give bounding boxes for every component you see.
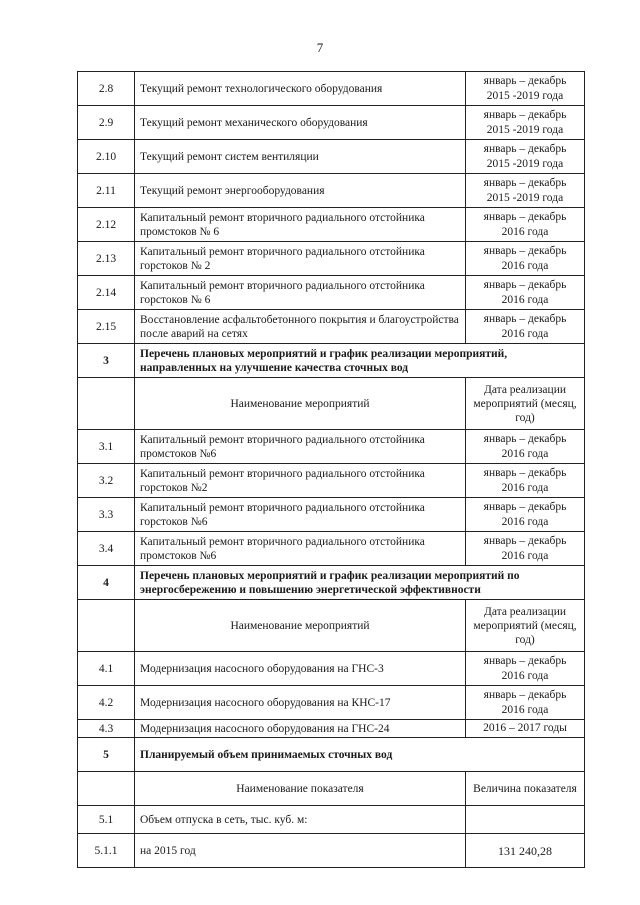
date-line: январь – декабрь — [483, 176, 567, 189]
date-line: 2016 года — [501, 447, 549, 460]
date-line: январь – декабрь — [483, 74, 567, 87]
table-row — [78, 276, 585, 310]
row-text: Текущий ремонт механического оборудования — [135, 106, 466, 140]
table-row — [78, 310, 585, 344]
table-row — [78, 806, 585, 834]
row-number: 2.12 — [78, 208, 135, 242]
section-header-row — [78, 344, 585, 378]
date-line: 2016 года — [501, 549, 549, 562]
section-number: 4 — [78, 566, 135, 600]
row-number: 4.1 — [78, 652, 135, 686]
value-cell: 131 240,28 — [466, 834, 585, 868]
column-header-row — [78, 772, 585, 806]
date-line: январь – декабрь — [483, 466, 567, 479]
column-header-date: Дата реализации мероприятий (месяц, год) — [466, 600, 585, 652]
date-line: 2016 – 2017 годы — [483, 722, 567, 734]
date-line: 2016 года — [501, 669, 549, 682]
table-row — [78, 140, 585, 174]
date-line: январь – декабрь — [483, 654, 567, 667]
row-number: 2.11 — [78, 174, 135, 208]
table-row — [78, 208, 585, 242]
row-number: 2.9 — [78, 106, 135, 140]
date-line: 2016 года — [501, 293, 549, 306]
date-line: январь – декабрь — [483, 688, 567, 701]
row-number: 2.15 — [78, 310, 135, 344]
date-cell — [466, 106, 585, 140]
column-header-row — [78, 600, 585, 652]
date-cell — [466, 498, 585, 532]
row-number: 4.2 — [78, 686, 135, 720]
row-number: 2.8 — [78, 72, 135, 106]
date-cell — [466, 464, 585, 498]
date-line: 2016 года — [501, 481, 549, 494]
row-text: Капитальный ремонт вторичного радиального отстойника горстоков № 6 — [135, 276, 466, 310]
date-line: 2016 года — [501, 225, 549, 238]
column-header-date: Дата реализации мероприятий (месяц, год) — [466, 378, 585, 430]
date-line: январь – декабрь — [483, 500, 567, 513]
page-number: 7 — [316, 40, 324, 55]
row-text: Модернизация насосного оборудования на ГНС-3 — [135, 652, 466, 686]
column-header-name: Наименование мероприятий — [135, 378, 466, 430]
table-row — [78, 834, 585, 868]
table-row — [78, 174, 585, 208]
date-cell — [466, 310, 585, 344]
row-number: 3.3 — [78, 498, 135, 532]
row-number: 5.1.1 — [78, 834, 135, 868]
date-line: январь – декабрь — [483, 108, 567, 121]
row-text: Капитальный ремонт вторичного радиального отстойника горстоков № 2 — [135, 242, 466, 276]
date-line: январь – декабрь — [483, 244, 567, 257]
row-text: Капитальный ремонт вторичного радиального отстойника промстоков №6 — [135, 532, 466, 566]
date-line: 2016 года — [501, 327, 549, 340]
row-text: Капитальный ремонт вторичного радиального отстойника горстоков №2 — [135, 464, 466, 498]
date-line: январь – декабрь — [483, 534, 567, 547]
date-line: 2015 -2019 года — [486, 89, 564, 102]
date-line: январь – декабрь — [483, 210, 567, 223]
date-cell — [466, 276, 585, 310]
row-number: 3.1 — [78, 430, 135, 464]
row-text: Модернизация насосного оборудования на КНС-17 — [135, 686, 466, 720]
row-number: 2.10 — [78, 140, 135, 174]
date-line: январь – декабрь — [483, 432, 567, 445]
row-text: Модернизация насосного оборудования на ГНС-24 — [135, 720, 466, 738]
row-text: на 2015 год — [135, 834, 466, 868]
row-number: 4.3 — [78, 720, 135, 738]
column-header-row — [78, 378, 585, 430]
table-row — [78, 652, 585, 686]
section-number: 3 — [78, 344, 135, 378]
table-row — [78, 106, 585, 140]
table-row — [78, 532, 585, 566]
row-text: Текущий ремонт систем вентиляции — [135, 140, 466, 174]
date-line: 2015 -2019 года — [486, 191, 564, 204]
empty-cell — [78, 772, 135, 806]
section-title: Перечень плановых мероприятий и график реализации мероприятий по энергосбережению и повышению энергетической эффективности — [135, 566, 585, 600]
table-row — [78, 720, 585, 738]
row-text: Восстановление асфальтобетонного покрытия и благоустройства после аварий на сетях — [135, 310, 466, 344]
row-text: Капитальный ремонт вторичного радиального отстойника промстоков №6 — [135, 430, 466, 464]
date-line: 2015 -2019 года — [486, 123, 564, 136]
table-row — [78, 686, 585, 720]
row-text: Капитальный ремонт вторичного радиального отстойника промстоков № 6 — [135, 208, 466, 242]
date-line: 2016 года — [501, 515, 549, 528]
date-line: январь – декабрь — [483, 312, 567, 325]
date-cell — [466, 430, 585, 464]
empty-cell — [78, 378, 135, 430]
measures-table — [77, 71, 585, 868]
date-cell — [466, 242, 585, 276]
row-number: 2.14 — [78, 276, 135, 310]
section-number: 5 — [78, 738, 135, 772]
value-cell — [466, 806, 585, 834]
table-row — [78, 430, 585, 464]
row-number: 3.2 — [78, 464, 135, 498]
empty-cell — [78, 600, 135, 652]
date-line: 2016 года — [501, 259, 549, 272]
column-header-name: Наименование мероприятий — [135, 600, 466, 652]
row-number: 5.1 — [78, 806, 135, 834]
row-text: Текущий ремонт энергооборудования — [135, 174, 466, 208]
date-cell — [466, 72, 585, 106]
date-line: январь – декабрь — [483, 278, 567, 291]
row-text: Объем отпуска в сеть, тыс. куб. м: — [135, 806, 466, 834]
date-line: 2015 -2019 года — [486, 157, 564, 170]
section-header-row — [78, 738, 585, 772]
row-number: 3.4 — [78, 532, 135, 566]
date-cell — [466, 720, 585, 738]
section-title: Перечень плановых мероприятий и график реализации мероприятий, направленных на улучшение качества сточных вод — [135, 344, 585, 378]
date-cell — [466, 174, 585, 208]
section-title: Планируемый объем принимаемых сточных вод — [135, 738, 585, 772]
date-cell — [466, 686, 585, 720]
row-text: Капитальный ремонт вторичного радиального отстойника горстоков №6 — [135, 498, 466, 532]
date-cell — [466, 532, 585, 566]
section-header-row — [78, 566, 585, 600]
column-header-date: Величина показателя — [466, 772, 585, 806]
date-cell — [466, 140, 585, 174]
date-line: 2016 года — [501, 703, 549, 716]
table-row — [78, 72, 585, 106]
date-line: январь – декабрь — [483, 142, 567, 155]
date-cell — [466, 652, 585, 686]
row-number: 2.13 — [78, 242, 135, 276]
date-cell — [466, 208, 585, 242]
table-row — [78, 498, 585, 532]
column-header-name: Наименование показателя — [135, 772, 466, 806]
table-row — [78, 464, 585, 498]
row-text: Текущий ремонт технологического оборудования — [135, 72, 466, 106]
table-row — [78, 242, 585, 276]
